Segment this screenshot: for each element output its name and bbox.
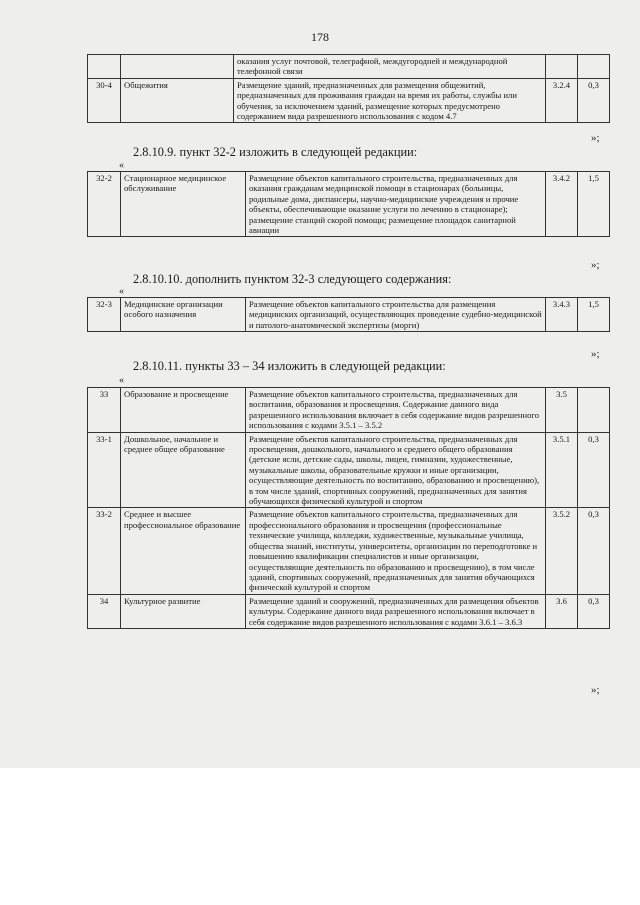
opening-quote: « bbox=[119, 286, 124, 297]
section-heading: 2.8.10.9. пункт 32-2 изложить в следующей редакции: bbox=[133, 145, 418, 159]
row-value: 1,5 bbox=[578, 298, 610, 332]
table-32-2 bbox=[87, 171, 610, 237]
row-name: Медицинские организации особого назначения bbox=[121, 298, 246, 332]
section-heading: 2.8.10.11. пункты 33 – 34 изложить в следующей редакции: bbox=[133, 359, 446, 373]
page-number: 178 bbox=[311, 30, 329, 44]
table-row bbox=[88, 298, 610, 332]
row-class-code: 3.5.2 bbox=[546, 508, 578, 594]
opening-quote: « bbox=[119, 375, 124, 386]
row-code: 32-2 bbox=[88, 172, 121, 237]
row-code bbox=[88, 55, 121, 79]
table-row bbox=[88, 78, 610, 123]
row-code: 33-2 bbox=[88, 508, 121, 594]
table-row bbox=[88, 508, 610, 594]
row-name: Дошкольное, начальное и среднее общее образование bbox=[121, 432, 246, 508]
row-name: Среднее и высшее профессиональное образование bbox=[121, 508, 246, 594]
table-row bbox=[88, 388, 610, 433]
table-continuation bbox=[87, 54, 610, 123]
row-value: 1,5 bbox=[578, 172, 610, 237]
row-class-code: 3.5 bbox=[546, 388, 578, 433]
row-description: Размещение объектов капитального строительства, предназначенных для воспитания, образования и просвещения. Содержание данного вида разрешенного использования включает в себя содержание видов разрешенного использования с кодами 3.5.1 – 3.5.2 bbox=[246, 388, 546, 433]
row-description: Размещение объектов капитального строительства, предназначенных для оказания гражданам медицинской помощи в стационарах (больницы, родильные дома, диспансеры, научно-медицинские учреждения и прочие объекты, обеспечивающие оказание услуги по лечению в стационаре); размещение станций скорой помощи; размещение площадок санитарной авиации bbox=[246, 172, 546, 237]
row-value: 0,3 bbox=[578, 508, 610, 594]
opening-quote: « bbox=[119, 160, 124, 171]
closing-quote: »; bbox=[591, 684, 600, 696]
row-value bbox=[578, 55, 610, 79]
row-code: 33 bbox=[88, 388, 121, 433]
row-code: 32-3 bbox=[88, 298, 121, 332]
row-code: 30-4 bbox=[88, 78, 121, 123]
table-33-34 bbox=[87, 387, 610, 629]
row-value: 0,3 bbox=[578, 432, 610, 508]
table-row bbox=[88, 432, 610, 508]
table-row bbox=[88, 594, 610, 628]
row-name: Стационарное медицинское обслуживание bbox=[121, 172, 246, 237]
row-class-code: 3.4.3 bbox=[546, 298, 578, 332]
row-description: Размещение зданий и сооружений, предназначенных для размещения объектов культуры. Содержание данного вида разрешенного использования включает в себя содержание видов разрешенного использования с кодами 3.6.1 – 3.6.3 bbox=[246, 594, 546, 628]
section-heading: 2.8.10.10. дополнить пунктом 32-3 следующего содержания: bbox=[133, 272, 452, 286]
row-code: 33-1 bbox=[88, 432, 121, 508]
row-name: Общежития bbox=[121, 78, 234, 123]
row-name: Культурное развитие bbox=[121, 594, 246, 628]
row-description: оказания услуг почтовой, телеграфной, междугородней и международной телефонной связи bbox=[234, 55, 546, 79]
table-32-3 bbox=[87, 297, 610, 332]
row-class-code: 3.6 bbox=[546, 594, 578, 628]
closing-quote: »; bbox=[591, 348, 600, 360]
row-class-code bbox=[546, 55, 578, 79]
closing-quote: »; bbox=[591, 259, 600, 271]
table-row bbox=[88, 55, 610, 79]
row-name: Образование и просвещение bbox=[121, 388, 246, 433]
row-description: Размещение объектов капитального строительства для размещения медицинских организаций, осуществляющих проведение судебно-медицинской и патолого-анатомической экспертизы (морги) bbox=[246, 298, 546, 332]
table-row bbox=[88, 172, 610, 237]
row-class-code: 3.5.1 bbox=[546, 432, 578, 508]
row-value: 0,3 bbox=[578, 78, 610, 123]
row-name bbox=[121, 55, 234, 79]
row-class-code: 3.2.4 bbox=[546, 78, 578, 123]
row-description: Размещение зданий, предназначенных для размещения общежитий, предназначенных для проживания граждан на время их работы, службы или обучения, за исключением зданий, размещение которых предусмотрено содержанием вида разрешенного использования с кодом 4.7 bbox=[234, 78, 546, 123]
row-description: Размещение объектов капитального строительства, предназначенных для просвещения, дошкольного, начального и среднего общего образования (детские ясли, детские сады, школы, лицеи, гимназии, художественные, музыкальные школы, образовательные кружки и иные организации, осуществляющие деятельность по воспитанию, образованию и просвещению), в том числе зданий, спортивных сооружений, предназначенных для занятия обучающихся физической культурой и спортом bbox=[246, 432, 546, 508]
row-value bbox=[578, 388, 610, 433]
closing-quote: »; bbox=[591, 132, 600, 144]
row-description: Размещение объектов капитального строительства, предназначенных для профессионального образования и просвещения (профессиональные технические училища, колледжи, художественные, музыкальные училища, общества знаний, институты, университеты, организации по переподготовке и повышению квалификации специалистов и иные организации, осуществляющие деятельность по образованию и просвещению), в том числе зданий, спортивных сооружений, предназначенных для занятия обучающихся физической культурой и спортом bbox=[246, 508, 546, 594]
row-class-code: 3.4.2 bbox=[546, 172, 578, 237]
row-value: 0,3 bbox=[578, 594, 610, 628]
row-code: 34 bbox=[88, 594, 121, 628]
